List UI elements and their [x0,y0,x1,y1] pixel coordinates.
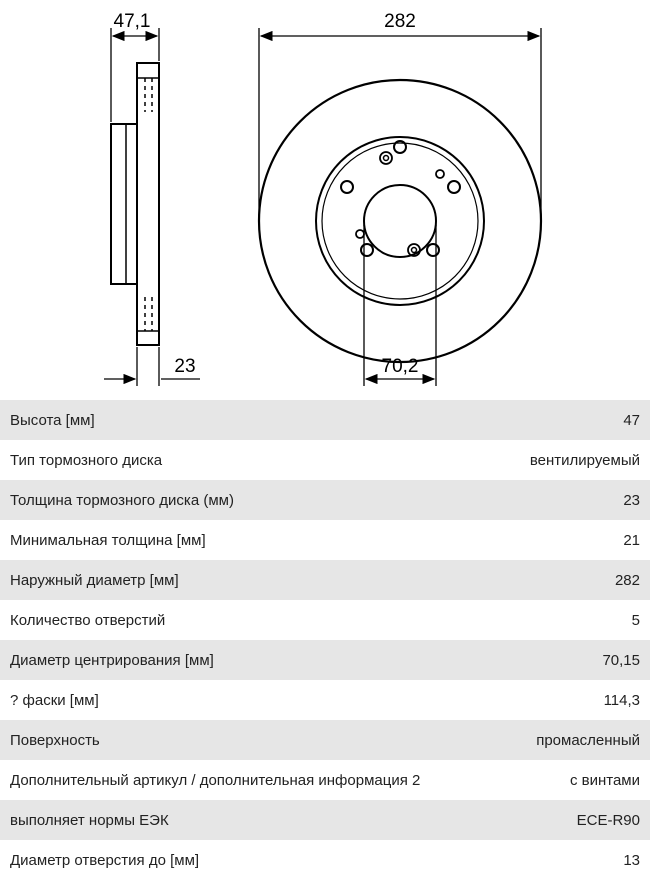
spec-row [0,760,650,800]
spec-label: ? фаски [мм] [10,691,99,709]
spec-label: Наружный диаметр [мм] [10,571,179,589]
spec-row [0,600,650,640]
spec-value: с винтами [569,771,640,789]
disc-hub-side [111,124,137,284]
spec-row [0,720,650,760]
spec-row [0,400,650,440]
spec-value: 23 [623,491,640,509]
spec-value: ECE-R90 [576,811,640,829]
hub-face [316,137,484,305]
spec-row [0,640,650,680]
side-view [111,63,159,345]
spec-label: Высота [мм] [10,411,95,429]
spec-label: выполняет нормы ЕЭК [10,811,169,829]
spec-label: Диаметр центрирования [мм] [10,651,214,669]
spec-label: Минимальная толщина [мм] [10,531,206,549]
spec-value: 70,15 [602,651,640,669]
diameter-dimension-label: 282 [384,11,416,32]
disc-outer-edge [259,80,541,362]
spec-value: 13 [623,851,640,869]
spec-row [0,560,650,600]
bolt-hole [361,244,373,256]
front-view [259,80,541,362]
spec-row [0,800,650,840]
spec-row [0,840,650,880]
spec-row [0,480,650,520]
spec-value: 47 [623,411,640,429]
spec-label: Тип тормозного диска [10,451,163,469]
spec-row [0,680,650,720]
thickness-dimension-label: 23 [174,356,196,377]
diameter-dimension [259,28,541,218]
spec-value: вентилируемый [529,451,640,469]
spec-value: промасленный [536,731,640,749]
screw-hole [380,152,392,164]
specs-table [0,400,650,880]
spec-label: Дополнительный артикул / дополнительная информация 2 [10,771,421,789]
spec-label: Толщина тормозного диска (мм) [10,491,234,509]
height-dimension-label: 47,1 [113,11,151,32]
bolt-hole [427,244,439,256]
spec-value: 5 [631,611,640,629]
bolt-hole [448,181,460,193]
spec-label: Диаметр отверстия до [мм] [10,851,200,869]
brake-disc-drawing [0,0,650,400]
spec-value: 282 [614,571,640,589]
disc-ring-side [137,63,159,345]
pin-hole [356,230,364,238]
pin-hole [436,170,444,178]
center-bore-dimension-label: 70,2 [381,356,419,377]
center-bore [364,185,436,257]
spec-row [0,440,650,480]
spec-label: Поверхность [10,731,100,749]
spec-value: 21 [623,531,640,549]
bolt-hole [341,181,353,193]
spec-value: 114,3 [603,691,640,709]
spec-label: Количество отверстий [10,611,166,629]
spec-row [0,520,650,560]
